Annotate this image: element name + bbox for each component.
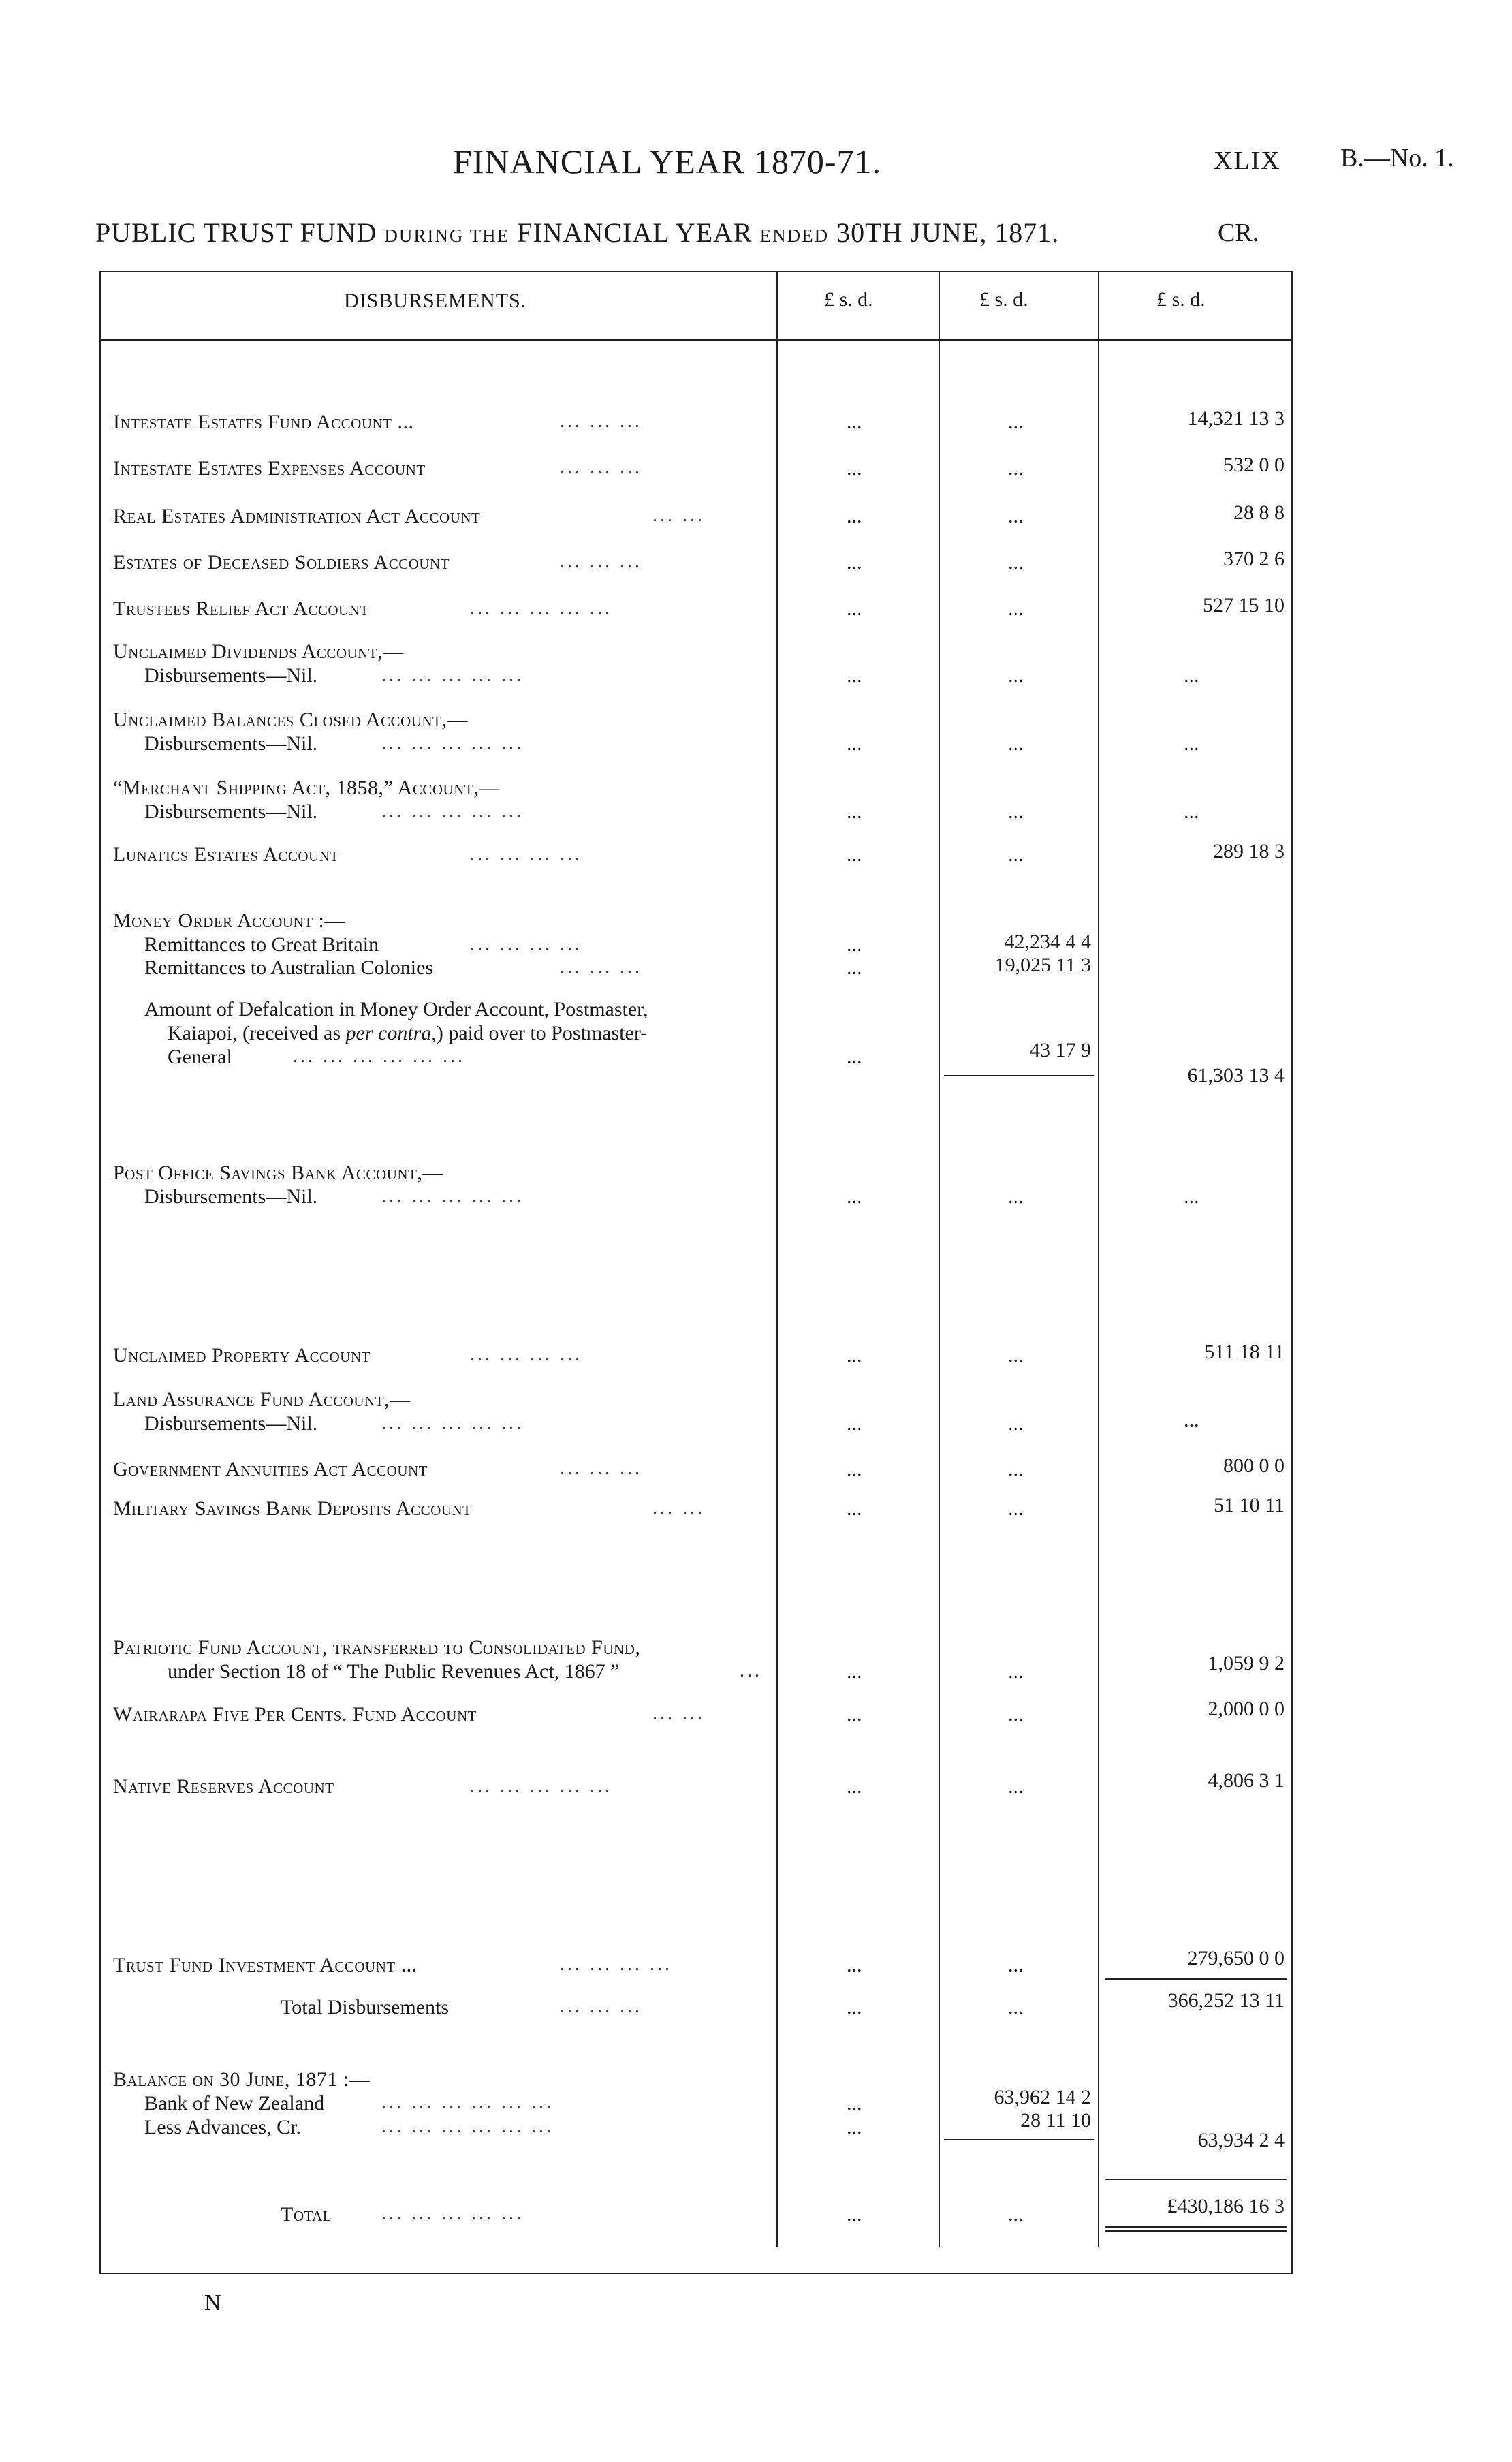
cell-a: ... <box>847 664 862 687</box>
row-sub-label: Disbursements—Nil. <box>144 664 318 687</box>
cell-total: 63,934 2 4 <box>1197 2129 1285 2151</box>
row-leader: ... ... ... ... ... <box>381 664 524 685</box>
cell-b: ... <box>1008 1412 1024 1435</box>
cell-a: ... <box>847 1497 862 1520</box>
cell-a: ... <box>847 1185 862 1208</box>
column-header-disbursements: DISBURSEMENTS. <box>344 290 527 312</box>
row-leader: ... ... ... ... ... ... <box>293 1046 465 1067</box>
row-leader: ... ... ... <box>560 457 642 478</box>
column-rule-3 <box>1098 271 1099 2247</box>
grand-total-rule-top <box>1105 2179 1287 2180</box>
row-leader: ... ... ... ... <box>470 933 582 954</box>
row-leader: ... ... ... ... ... <box>381 1185 524 1206</box>
cell-a: ... <box>847 1046 862 1068</box>
table-header-rule <box>99 339 1293 341</box>
row-label-grand-total: Total <box>281 2203 332 2226</box>
cell-total: 800 0 0 <box>1223 1454 1285 1477</box>
cell-b: 63,962 14 2 <box>994 2086 1091 2108</box>
column-rule-2 <box>939 271 940 2247</box>
defalcation-line-2 <box>168 1022 647 1045</box>
row-label-total-disbursements: Total Disbursements <box>281 1996 450 2019</box>
row-leader: ... ... ... <box>560 551 642 572</box>
cell-total: 279,650 0 0 <box>1187 1947 1285 1969</box>
row-label-real-estates: Real Estates Administration Act Account <box>113 505 481 527</box>
cell-b: ... <box>1008 551 1024 574</box>
column-rule-1 <box>776 271 778 2247</box>
row-leader: ... ... ... ... ... ... <box>381 2092 554 2113</box>
cell-b: ... <box>1008 505 1024 527</box>
subtotal-rule <box>1105 1978 1287 1980</box>
cell-a: ... <box>847 457 862 480</box>
row-label-trustees-relief: Trustees Relief Act Account <box>113 597 369 620</box>
cell-total: 14,321 13 3 <box>1187 407 1285 430</box>
row-label-wairarapa: Wairarapa Five Per Cents. Fund Account <box>113 1703 477 1726</box>
cell-a: ... <box>847 2203 862 2226</box>
cell-b: ... <box>1008 1185 1024 1208</box>
row-sub-label: Less Advances, Cr. <box>144 2116 301 2138</box>
row-leader: ... ... ... ... ... <box>381 1412 524 1433</box>
cell-a: ... <box>847 956 862 979</box>
table-top-rule <box>99 271 1293 272</box>
cell-a: ... <box>847 800 862 823</box>
cell-b: ... <box>1008 597 1024 620</box>
row-leader: ... ... ... ... ... ... <box>381 2116 554 2137</box>
cell-total: 2,000 0 0 <box>1208 1698 1285 1720</box>
row-label-intestate-fund: Intestate Estates Fund Account ... <box>113 411 414 433</box>
row-sub-label: Disbursements—Nil. <box>144 1412 318 1435</box>
row-leader: ... ... ... <box>560 956 642 978</box>
defalcation-text-end: ) paid over to Postmaster- <box>436 1022 648 1044</box>
row-label-unclaimed-dividends: Unclaimed Dividends Account,— <box>113 640 404 663</box>
row-leader: ... ... <box>652 1497 705 1518</box>
cell-total: ... <box>1184 1409 1199 1431</box>
cell-total: 51 10 11 <box>1214 1494 1285 1516</box>
subtitle-part-date: 30TH JUNE, 1871. <box>836 217 1060 248</box>
cell-a: ... <box>847 1344 862 1367</box>
cell-a: ... <box>847 1703 862 1726</box>
row-leader: ... ... <box>652 505 705 526</box>
cell-b: ... <box>1008 1660 1024 1683</box>
table-subtitle <box>95 217 1059 249</box>
cell-total: 366,252 13 11 <box>1167 1989 1285 2012</box>
column-header-3: £ s. d. <box>1156 288 1206 311</box>
patriotic-fund-text: Patriotic Fund Account, transferred to Consolidated Fund, <box>113 1636 641 1659</box>
defalcation-text: Kaiapoi, (received as <box>168 1022 341 1044</box>
row-label-balance: Balance on 30 June, 1871 :— <box>113 2068 371 2091</box>
cell-total: 289 18 3 <box>1213 840 1285 862</box>
row-label-land-assurance: Land Assurance Fund Account,— <box>113 1388 411 1411</box>
cell-a: ... <box>847 1954 862 1976</box>
cell-b: 28 11 10 <box>1020 2109 1091 2132</box>
cell-a: ... <box>847 2116 862 2138</box>
grand-total-rule-bottom <box>1105 2226 1287 2228</box>
subtitle-part-during: DURING THE <box>384 225 510 246</box>
cell-b: ... <box>1008 800 1024 823</box>
row-sub-label: Bank of New Zealand <box>144 2092 325 2115</box>
row-label-money-order: Money Order Account :— <box>113 909 345 932</box>
column-header-2: £ s. d. <box>979 288 1028 311</box>
cell-a: ... <box>847 1775 862 1798</box>
row-leader: ... ... <box>652 1703 705 1724</box>
page-number: XLIX <box>1214 146 1281 175</box>
subtitle-part-fund: PUBLIC TRUST FUND <box>95 217 377 248</box>
cell-b: ... <box>1008 1458 1024 1480</box>
row-leader: ... ... ... ... <box>560 1954 672 1975</box>
row-leader: ... ... ... ... ... <box>381 732 524 753</box>
cell-a: ... <box>847 1412 862 1435</box>
page-title: FINANCIAL YEAR 1870-71. <box>453 142 881 181</box>
subtitle-part-ended: ENDED <box>759 225 830 246</box>
row-leader: ... ... ... ... ... <box>470 597 612 619</box>
row-label-intestate-expenses: Intestate Estates Expenses Account <box>113 457 426 480</box>
table-bottom-rule <box>99 2273 1293 2274</box>
row-sub-label: Disbursements—Nil. <box>144 800 318 823</box>
cell-a: ... <box>847 505 862 527</box>
row-label-military-savings: Military Savings Bank Deposits Account <box>113 1497 472 1520</box>
table-left-rule <box>99 271 101 2274</box>
table-right-rule <box>1291 271 1293 2274</box>
cell-total: 370 2 6 <box>1223 548 1285 570</box>
cell-total: 28 8 8 <box>1233 501 1285 524</box>
cell-a: ... <box>847 597 862 620</box>
row-sub-label: Remittances to Australian Colonies <box>144 956 434 979</box>
cell-b: ... <box>1008 1497 1024 1520</box>
signature-mark: N <box>204 2290 221 2316</box>
cell-b: ... <box>1008 411 1024 433</box>
row-leader: ... ... ... <box>560 1458 642 1479</box>
cell-a: ... <box>847 732 862 755</box>
cell-a: ... <box>847 1996 862 2019</box>
row-label-patriotic-fund <box>113 1636 640 1659</box>
cell-b: ... <box>1008 1344 1024 1367</box>
row-leader: ... ... ... <box>560 1996 642 2017</box>
cell-total: ... <box>1184 1185 1199 1208</box>
cell-total: £430,186 16 3 <box>1167 2195 1285 2217</box>
row-leader: ... ... ... ... <box>470 1344 582 1365</box>
subtitle-part-year: FINANCIAL YEAR <box>517 217 753 248</box>
cell-a: ... <box>847 843 862 866</box>
credit-marker: CR. <box>1218 219 1259 247</box>
column-header-1: £ s. d. <box>824 288 873 311</box>
cell-total: ... <box>1184 664 1199 687</box>
cell-total: ... <box>1184 732 1199 755</box>
cell-total: 527 15 10 <box>1203 594 1285 617</box>
cell-total: 4,806 3 1 <box>1208 1769 1285 1792</box>
cell-total: 532 0 0 <box>1223 454 1285 476</box>
grand-total-rule-bottom-2 <box>1105 2230 1287 2232</box>
row-label-government-annuities: Government Annuities Act Account <box>113 1458 428 1480</box>
row-label-deceased-soldiers: Estates of Deceased Soldiers Account <box>113 551 450 574</box>
row-label-post-office-savings: Post Office Savings Bank Account,— <box>113 1162 443 1184</box>
defalcation-italic: per contra, <box>345 1022 437 1044</box>
row-sub-label: under Section 18 of “ The Public Revenues Act, 1867 ” <box>168 1660 620 1683</box>
row-leader: ... ... ... <box>560 411 642 432</box>
cell-b: ... <box>1008 1703 1024 1726</box>
cell-b: ... <box>1008 2203 1024 2226</box>
row-label-unclaimed-balances: Unclaimed Balances Closed Account,— <box>113 708 468 731</box>
cell-b: ... <box>1008 1775 1024 1798</box>
cell-a: ... <box>847 933 862 956</box>
row-leader: ... ... ... ... <box>470 843 582 864</box>
row-leader: ... <box>740 1660 762 1681</box>
row-sub-label: Remittances to Great Britain <box>144 933 379 956</box>
cell-b: 19,025 11 3 <box>994 954 1091 976</box>
cell-total: 511 18 11 <box>1204 1341 1285 1363</box>
cell-b: ... <box>1008 664 1024 687</box>
cell-a: ... <box>847 551 862 574</box>
row-sub-label: Disbursements—Nil. <box>144 1185 318 1208</box>
cell-total: ... <box>1184 800 1199 823</box>
row-label-merchant-shipping: “Merchant Shipping Act, 1858,” Account,— <box>113 777 500 799</box>
cell-a: ... <box>847 1660 862 1683</box>
row-leader: ... ... ... ... ... <box>381 800 524 822</box>
cell-total: 61,303 13 4 <box>1187 1064 1285 1087</box>
row-label-native-reserves: Native Reserves Account <box>113 1775 334 1798</box>
defalcation-line-3: General <box>168 1046 232 1068</box>
cell-a: ... <box>847 1458 862 1480</box>
row-leader: ... ... ... ... ... <box>381 2203 524 2224</box>
cell-a: ... <box>847 411 862 433</box>
cell-b: ... <box>1008 843 1024 866</box>
row-leader: ... ... ... ... ... <box>470 1775 612 1796</box>
cell-total: 1,059 9 2 <box>1208 1652 1285 1674</box>
row-sub-label: Disbursements—Nil. <box>144 732 318 755</box>
cell-b: ... <box>1008 1996 1024 2019</box>
subtotal-rule <box>944 2139 1094 2140</box>
cell-b: ... <box>1008 457 1024 480</box>
cell-b: ... <box>1008 732 1024 755</box>
cell-b: 43 17 9 <box>1030 1039 1091 1061</box>
cell-a: ... <box>847 2092 862 2115</box>
cell-b: ... <box>1008 1954 1024 1976</box>
row-label-lunatics-estates: Lunatics Estates Account <box>113 843 339 866</box>
row-label-unclaimed-property: Unclaimed Property Account <box>113 1344 371 1367</box>
row-label-trust-fund-investment: Trust Fund Investment Account ... <box>113 1954 418 1976</box>
defalcation-line-1: Amount of Defalcation in Money Order Account, Postmaster, <box>144 998 648 1020</box>
document-reference: B.—No. 1. <box>1340 144 1454 172</box>
subtotal-rule <box>944 1075 1094 1076</box>
cell-b: 42,234 4 4 <box>1004 931 1091 953</box>
